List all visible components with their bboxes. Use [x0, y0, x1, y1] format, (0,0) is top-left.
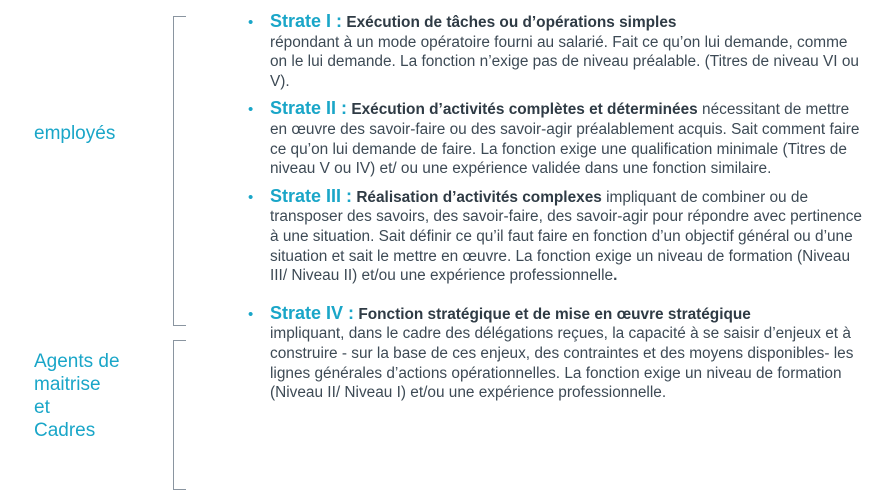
- strate-item-4: [248, 304, 868, 403]
- strate-title: Strate II :: [270, 98, 348, 119]
- strate-heading: Fonction stratégique et de mise en œuvre stratégique: [358, 305, 751, 323]
- strate-description: impliquant de combiner ou de transposer des savoirs, des savoir-faire, des savoir-agir pour répondre avec pertinence à une situation. Sait définir ce qu’il faut faire en fonction d’un objectif général ou d’une situation et sait le mettre en œuvre. La fonction exige un niveau de formation (Niveau III/ Niveau II) et/ou une expérience professionnelle: [270, 188, 862, 285]
- strate-item-3: [248, 187, 868, 286]
- strate-title: Strate IV :: [270, 302, 355, 323]
- strate-heading: Réalisation d’activités complexes: [356, 188, 602, 206]
- bullet-icon: •: [248, 305, 254, 323]
- strate-item-2: [248, 99, 868, 178]
- strate-ending: .: [613, 267, 618, 285]
- strate-title: Strate III :: [270, 185, 353, 206]
- strate-description: répondant à un mode opératoire fourni au salarié. Fait ce qu’on lui demande, comme on le lui demande. La fonction n’exige pas de niveau préalable. (Titres de niveau VI ou V).: [270, 33, 859, 90]
- strate-description: nécessitant de mettre en œuvre des savoir-faire ou des savoir-agir préalablement acquis. Sait comment faire ce qu’on lui demande de faire. La fonction exige une qualification minimale (Titres de niveau V ou IV) et/ ou une expérience validée dans une fonction similaire.: [270, 101, 860, 178]
- group-label-employes: employés: [34, 123, 116, 144]
- strate-heading: Exécution de tâches ou d’opérations simples: [346, 14, 677, 31]
- bracket-agents-cadres: [173, 340, 186, 490]
- group-label-agents-cadres: Agents de maitrise et Cadres: [34, 351, 120, 441]
- strate-title: Strate I :: [270, 11, 343, 31]
- bullet-icon: •: [248, 101, 254, 119]
- strate-heading: Exécution d’activités complètes et déterminées: [351, 101, 698, 119]
- bullet-icon: •: [248, 188, 254, 206]
- strate-item-1: [248, 12, 868, 91]
- bullet-icon: •: [248, 14, 254, 31]
- bracket-employes: [173, 16, 186, 326]
- strate-list: [248, 12, 868, 403]
- strate-description: impliquant, dans le cadre des délégations reçues, la capacité à se saisir d’enjeux et à construire - sur la base de ces enjeux, des contraintes et des moyens disponibles- les lignes générales d’actions opérationnelles. La fonction exige un niveau de formation (Niveau II/ Niveau I) et/ou une expérience professionnelle.: [270, 325, 854, 402]
